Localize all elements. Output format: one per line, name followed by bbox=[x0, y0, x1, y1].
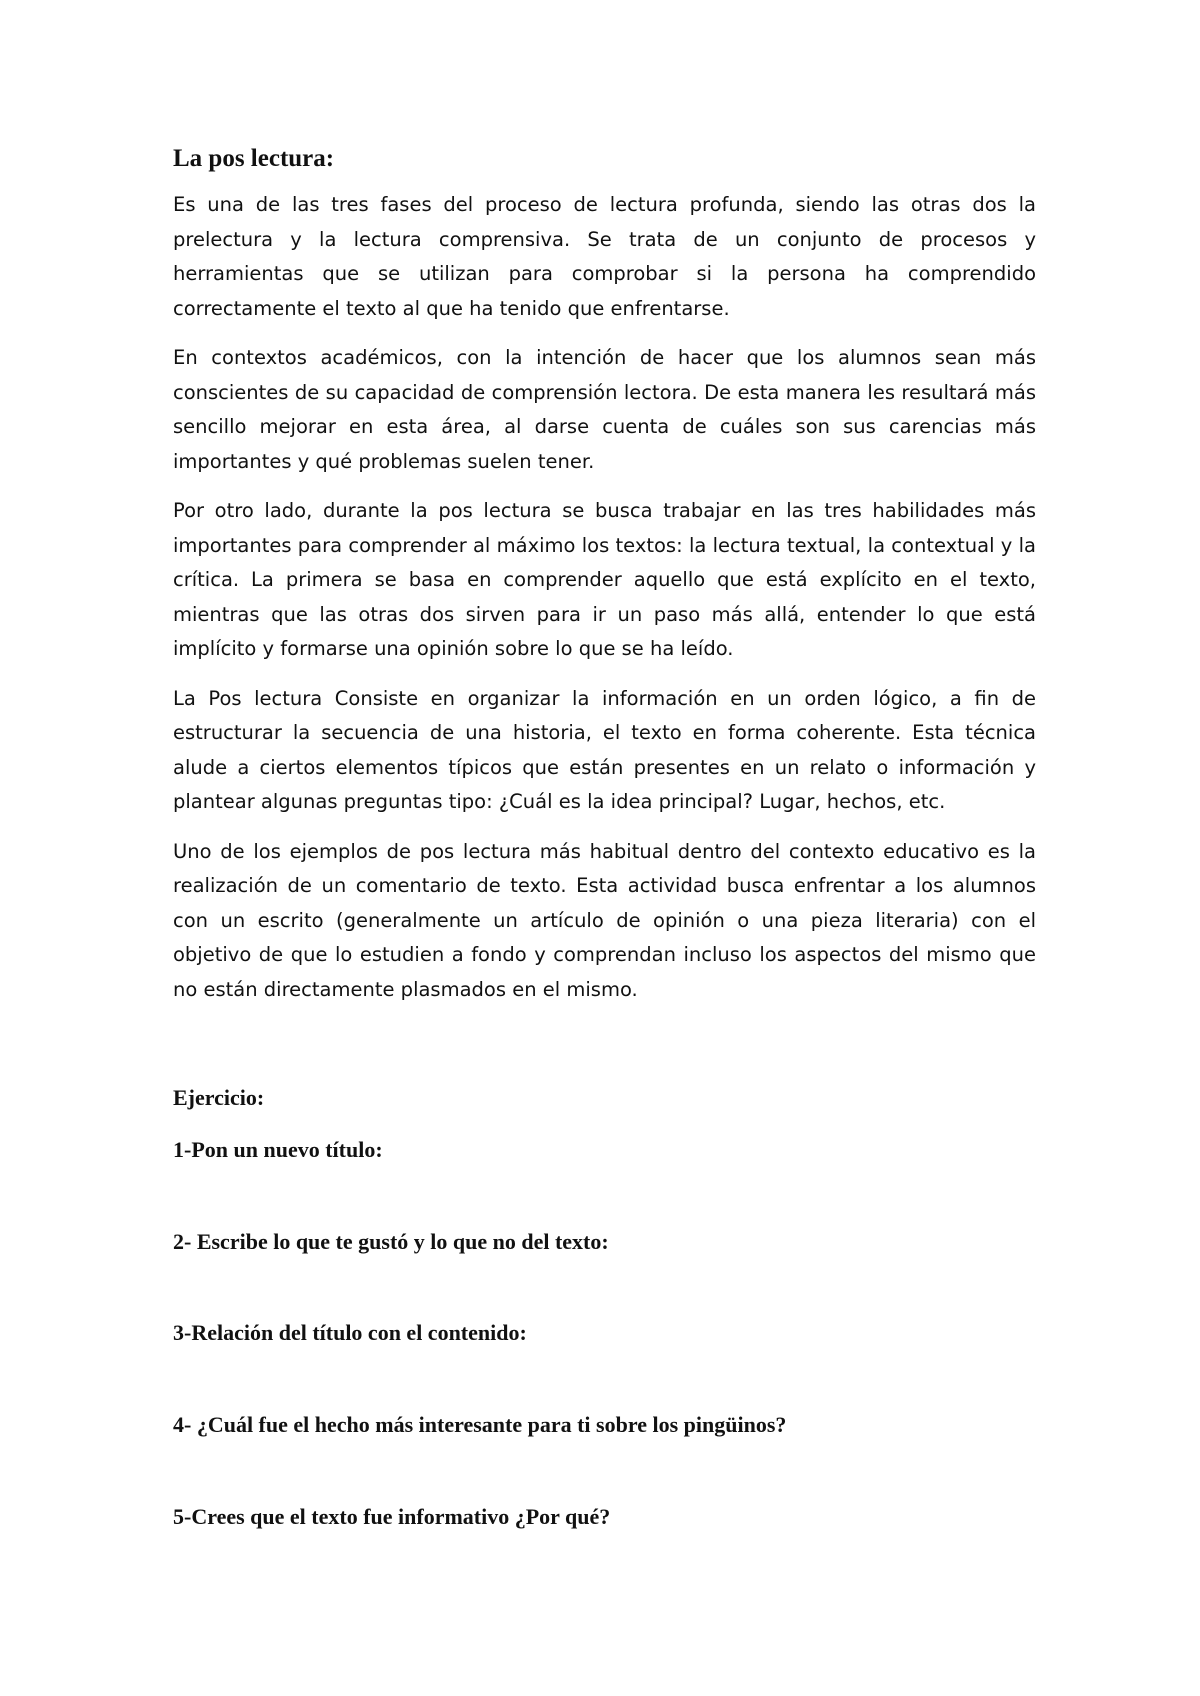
spacer bbox=[173, 1022, 1036, 1083]
paragraph-5: Uno de los ejemplos de pos lectura más habitual dentro del contexto educativo es la realización de un comentario de texto. Esta actividad busca enfrentar a los alumnos con un escrito (generalmente un artículo de opinión o una pieza literaria) con el objetivo de que lo estudien a fondo y comprendan incluso los aspectos del mismo que no están directamente plasmados en el mismo. bbox=[173, 839, 1036, 1001]
paragraph-1: Es una de las tres fases del proceso de lectura profunda, siendo las otras dos la prelectura y la lectura comprensiva. Se trata de un conjunto de procesos y herramientas que se utilizan para comprobar si la persona ha comprendido correctamente el texto al que ha tenido que enfrentarse. bbox=[173, 193, 1036, 320]
answer-space-1 bbox=[173, 1165, 1036, 1227]
spacer bbox=[173, 1113, 1036, 1135]
exercise-question-2: 2- Escribe lo que te gustó y lo que no del texto: bbox=[173, 1229, 609, 1254]
document-body bbox=[173, 142, 1036, 1532]
exercise-question-4: 4- ¿Cuál fue el hecho más interesante para ti sobre los pingüinos? bbox=[173, 1412, 787, 1437]
paragraph-2: En contextos académicos, con la intención de hacer que los alumnos sean más conscientes de su capacidad de comprensión lectora. De esta manera les resultará más sencillo mejorar en esta área, al darse cuenta de cuáles son sus carencias más importantes y qué problemas suelen tener. bbox=[173, 346, 1036, 473]
answer-space-2 bbox=[173, 1257, 1036, 1318]
exercise-question-3: 3-Relación del título con el contenido: bbox=[173, 1320, 527, 1345]
answer-space-3 bbox=[173, 1348, 1036, 1410]
exercise-heading: Ejercicio: bbox=[173, 1085, 265, 1110]
document-title: La pos lectura: bbox=[173, 145, 335, 172]
paragraph-3: Por otro lado, durante la pos lectura se busca trabajar en las tres habilidades más importantes para comprender al máximo los textos: la lectura textual, la contextual y la crítica. La primera se basa en comprender aquello que está explícito en el texto, mientras que las otras dos sirven para ir un paso más allá, entender lo que está implícito y formarse una opinión sobre lo que se ha leído. bbox=[173, 499, 1036, 660]
exercise-question-1: 1-Pon un nuevo título: bbox=[173, 1137, 383, 1162]
answer-space-4 bbox=[173, 1440, 1036, 1502]
paragraph-4: La Pos lectura Consiste en organizar la información en un orden lógico, a fin de estructurar la secuencia de una historia, el texto en forma coherente. Esta técnica alude a ciertos elementos típicos que están presentes en un relato o información y plantear algunas preguntas tipo: ¿Cuál es la idea principal? Lugar, hechos, etc. bbox=[173, 686, 1036, 813]
exercise-question-5: 5-Crees que el texto fue informativo ¿Por qué? bbox=[173, 1504, 611, 1529]
